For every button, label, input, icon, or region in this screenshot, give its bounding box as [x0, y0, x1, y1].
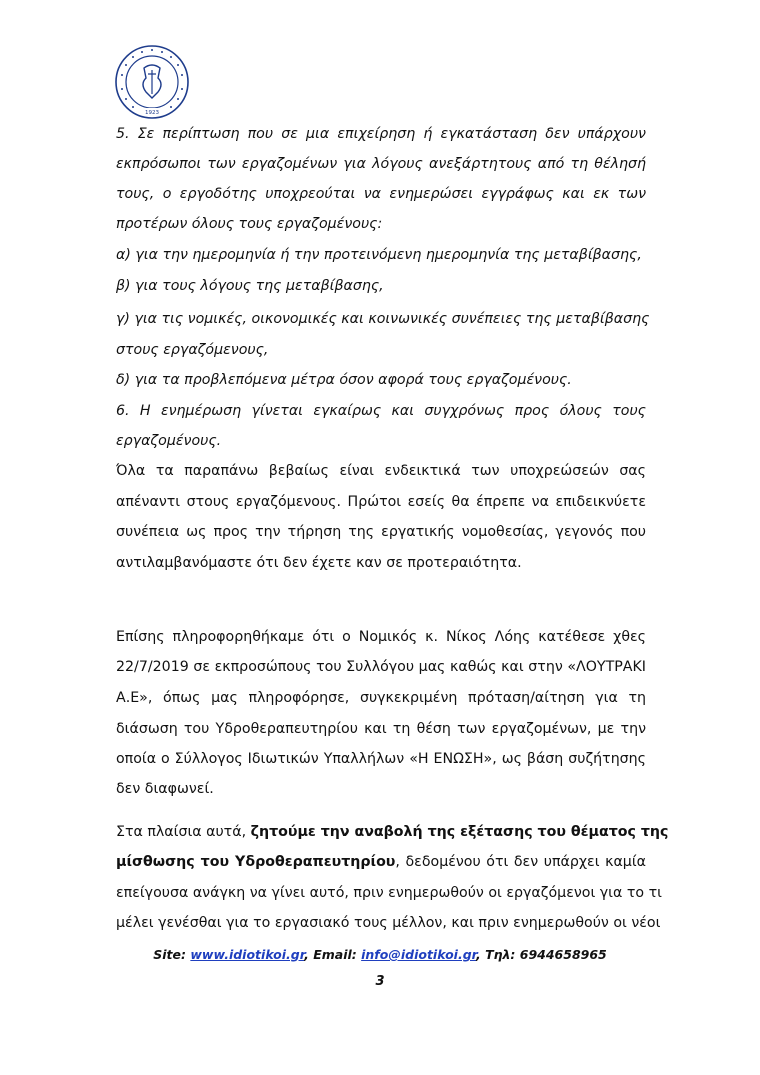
text-line-16: Επίσης πληροφορηθήκαμε ότι ο Νομικός κ. Νίκος Λόης κατέθεσε χθες	[116, 629, 646, 645]
email-label: , Email:	[304, 947, 362, 962]
text-line-17: 22/7/2019 σε εκπροσώπους του Συλλόγου μας καθώς και στην «ΛΟΥΤΡΑΚΙ	[116, 659, 646, 675]
text-line-1: 5. Σε περίπτωση που σε μια επιχείρηση ή εγκατάσταση δεν υπάρχουν	[116, 126, 646, 142]
page-number: 3	[375, 974, 385, 989]
text-line-14: συνέπεια ως προς την τήρηση της εργατικής νομοθεσίας, γεγονός που	[116, 524, 646, 540]
text-line-4: προτέρων όλους τους εργαζομένους:	[116, 216, 383, 232]
email-link[interactable]: info@idiotikoi.gr	[361, 947, 476, 962]
text-line-12: Όλα τα παραπάνω βεβαίως είναι ενδεικτικά των υποχρεώσεών σας	[116, 463, 646, 479]
site-label: Site:	[153, 947, 191, 962]
text-line-2: εκπρόσωποι των εργαζομένων για λόγους ανεξάρτητους από τη θέλησή	[116, 156, 646, 172]
request-bold-1: ζητούμε την αναβολή της εξέτασης του θέματος της	[250, 824, 669, 840]
request-intro: Στα πλαίσια αυτά,	[116, 824, 251, 840]
text-line-13: απέναντι στους εργαζόμενους. Πρώτοι εσείς θα έπρεπε να επιδεικνύετε	[116, 494, 646, 510]
text-line-6: β) για τους λόγους της μεταβίβασης,	[116, 278, 384, 294]
text-line-3: τους, ο εργοδότης υποχρεούται να ενημερώσει εγγράφως και εκ των	[116, 186, 646, 202]
seal-year: 1923	[145, 110, 159, 116]
text-line-11: εργαζομένους.	[116, 433, 222, 449]
request-line-3: επείγουσα ανάγκη να γίνει αυτό, πριν ενημερωθούν οι εργαζόμενοι για το τι	[116, 885, 662, 901]
text-line-8: στους εργαζόμενους,	[116, 342, 269, 358]
text-line-9: δ) για τα προβλεπόμενα μέτρα όσον αφορά τους εργαζομένους.	[116, 372, 572, 388]
union-seal-logo	[114, 44, 190, 120]
text-line-15: αντιλαμβανόμαστε ότι δεν έχετε καν σε προτεραιότητα.	[116, 555, 522, 571]
request-continuation: , δεδομένου ότι δεν υπάρχει καμία	[395, 854, 646, 870]
phone-text: , Τηλ: 6944658965	[475, 947, 607, 962]
text-line-18: Α.Ε», όπως μας πληροφόρησε, συγκεκριμένη πρόταση/αίτηση για τη	[116, 690, 646, 706]
text-line-19: διάσωση του Υδροθεραπευτηρίου και τη θέση των εργαζομένων, με την	[116, 721, 646, 737]
request-line-4: μέλει γενέσθαι για το εργασιακό τους μέλλον, και πριν ενημερωθούν οι νέοι	[116, 915, 661, 931]
request-bold-2: μίσθωσης του Υδροθεραπευτηρίου	[116, 854, 396, 870]
site-link[interactable]: www.idiotikoi.gr	[190, 947, 305, 962]
footer-contact	[0, 947, 760, 962]
text-line-20: οποία ο Σύλλογος Ιδιωτικών Υπαλλήλων «Η ΕΝΩΣΗ», ως βάση συζήτησης	[116, 751, 646, 767]
text-line-10: 6. Η ενημέρωση γίνεται εγκαίρως και συγχρόνως προς όλους τους	[116, 403, 646, 419]
text-line-5: α) για την ημερομηνία ή την προτεινόμενη ημερομηνία της μεταβίβασης,	[116, 247, 642, 263]
request-line-1	[116, 822, 669, 842]
text-line-7: γ) για τις νομικές, οικονομικές και κοινωνικές συνέπειες της μεταβίβασης	[116, 311, 650, 327]
text-line-21: δεν διαφωνεί.	[116, 781, 214, 797]
request-line-2	[116, 852, 646, 872]
